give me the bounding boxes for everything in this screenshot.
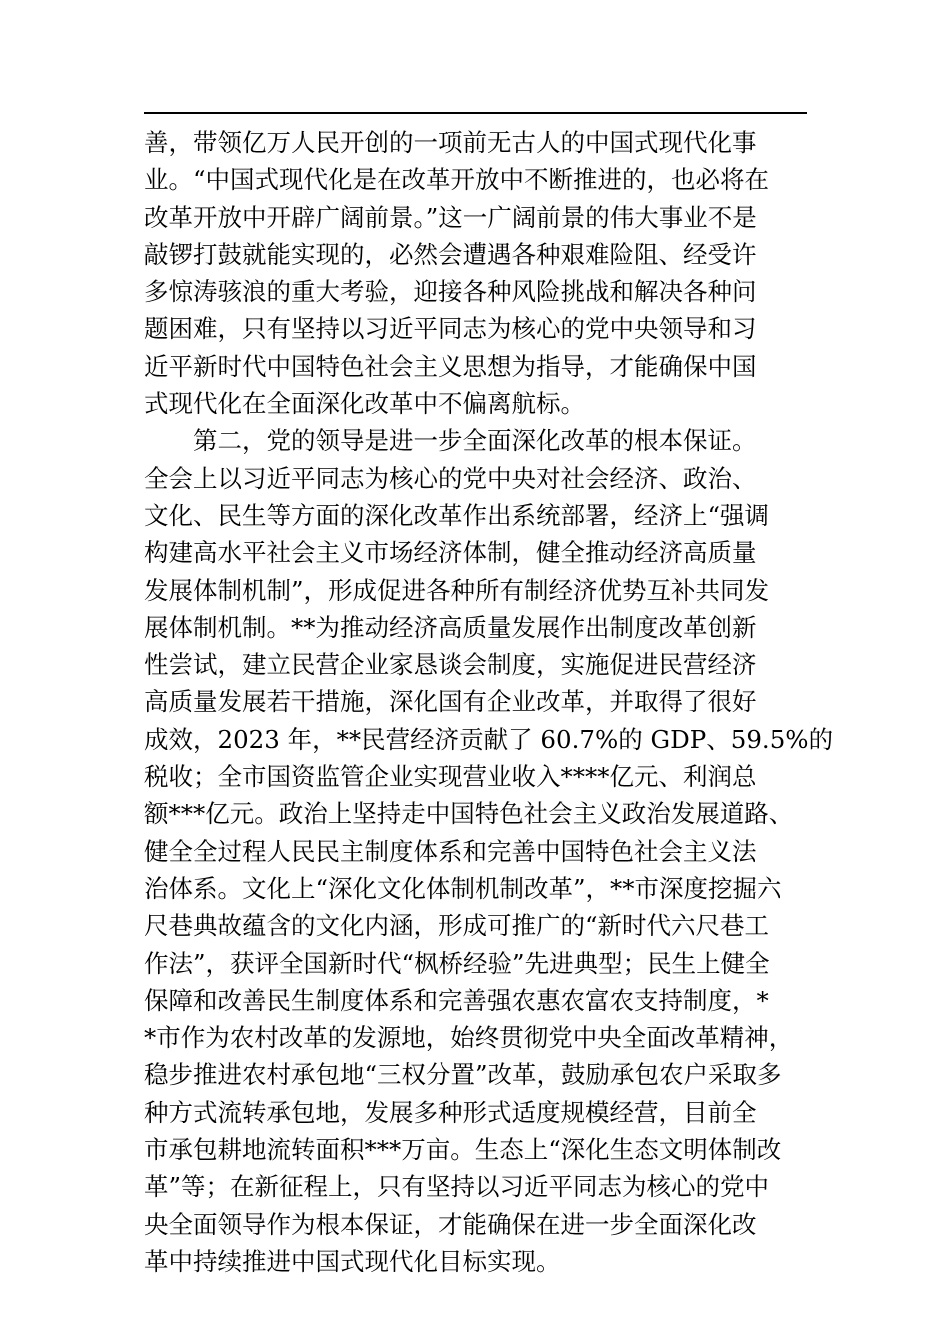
- text-line: 尺巷典故蕴含的文化内涵，形成可推广的“新时代六尺巷工: [144, 911, 770, 941]
- text-line: 革中持续推进中国式现代化目标实现。: [144, 1246, 561, 1276]
- text-line: 作法”，获评全国新时代“枫桥经验”先进典型；民生上健全: [144, 948, 770, 978]
- text-line: 高质量发展若干措施，深化国有企业改革，并取得了很好: [144, 687, 757, 717]
- text-line: 健全全过程人民民主制度体系和完善中国特色社会主义法: [144, 836, 757, 866]
- text-line: 展体制机制。**为推动经济高质量发展作出制度改革创新: [144, 612, 757, 642]
- text-line: 多惊涛骇浪的重大考验，迎接各种风险挑战和解决各种问: [144, 277, 757, 307]
- text-line: 央全面领导作为根本保证，才能确保在进一步全面深化改: [144, 1209, 757, 1239]
- body-text: [144, 124, 834, 1280]
- text-line: 近平新时代中国特色社会主义思想为指导，才能确保中国: [144, 351, 757, 381]
- text-line: 保障和改善民生制度体系和完善强农惠农富农支持制度，*: [144, 985, 769, 1015]
- text-line: *市作为农村改革的发源地，始终贯彻党中央全面改革精神，: [144, 1023, 794, 1053]
- text-line: 改革开放中开辟广阔前景。”这一广阔前景的伟大事业不是: [144, 202, 757, 232]
- text-line: 性尝试，建立民营企业家恳谈会制度，实施促进民营经济: [144, 650, 757, 680]
- text-line: 文化、民生等方面的深化改革作出系统部署，经济上“强调: [144, 500, 770, 530]
- text-line: 善，带领亿万人民开创的一项前无古人的中国式现代化事: [144, 128, 757, 157]
- text-line: 题困难，只有坚持以习近平同志为核心的党中央领导和习: [144, 314, 757, 344]
- text-line: 稳步推进农村承包地“三权分置”改革，鼓励承包农户采取多: [144, 1060, 782, 1090]
- text-line: 市承包耕地流转面积***万亩。生态上“深化生态文明体制改: [144, 1135, 782, 1165]
- text-line: 额***亿元。政治上坚持走中国特色社会主义政治发展道路、: [144, 799, 794, 829]
- text-line: 成效，2023 年，**民营经济贡献了 60.7%的 GDP、59.5%的: [144, 724, 834, 754]
- text-line: 业。“中国式现代化是在改革开放中不断推进的，也必将在: [144, 165, 770, 195]
- text-line: 式现代化在全面深化改革中不偏离航标。: [144, 389, 585, 419]
- header-rule: [144, 112, 807, 114]
- text-line: 税收；全市国资监管企业实现营业收入****亿元、利润总: [144, 762, 757, 792]
- text-line: 全会上以习近平同志为核心的党中央对社会经济、政治、: [144, 463, 757, 493]
- text-line: 发展体制机制”，形成促进各种所有制经济优势互补共同发: [144, 575, 770, 605]
- text-line: 构建高水平社会主义市场经济体制，健全推动经济高质量: [144, 538, 757, 568]
- text-line: 第二，党的领导是进一步全面深化改革的根本保证。: [144, 426, 757, 456]
- text-line: 革”等；在新征程上，只有坚持以习近平同志为核心的党中: [144, 1172, 770, 1202]
- text-line: 种方式流转承包地，发展多种形式适度规模经营，目前全: [144, 1097, 757, 1127]
- text-line: 治体系。文化上“深化文化体制机制改革”，**市深度挖掘六: [144, 873, 782, 903]
- text-line: 敲锣打鼓就能实现的，必然会遭遇各种艰难险阻、经受许: [144, 239, 757, 269]
